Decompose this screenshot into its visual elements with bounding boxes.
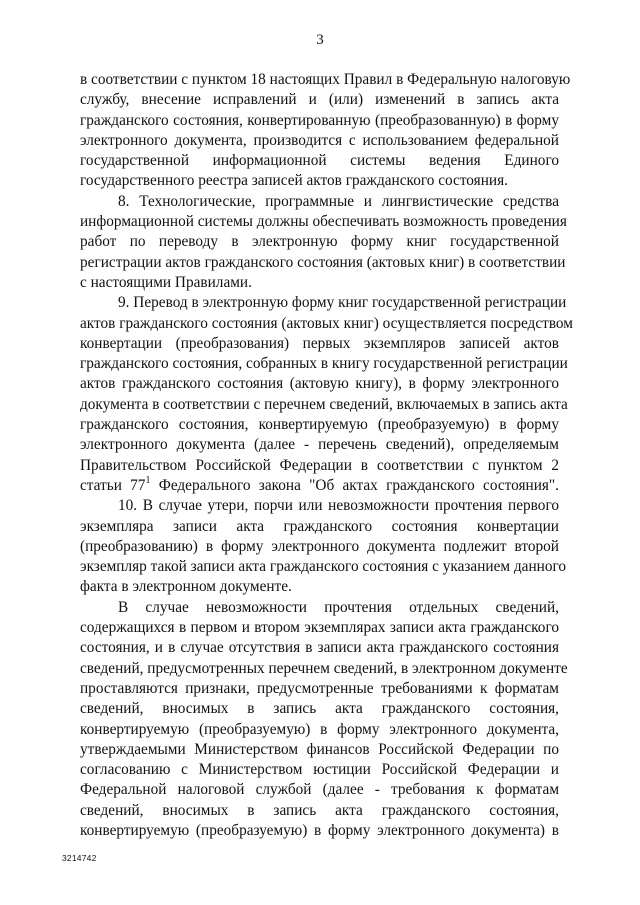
text-line-content: документа в соответствии с перечнем сведений, включаемых в запись акта	[80, 395, 568, 413]
text-line-content: В случае невозможности прочтения отдельных сведений,	[118, 598, 559, 616]
text-line-content: актов гражданского состояния (актовую книгу), в форму электронного	[80, 375, 559, 393]
text-line	[80, 760, 559, 780]
text-line	[80, 780, 559, 800]
text-line-content: конвертируемую (преобразуемую) в форму электронного документа,	[80, 720, 559, 738]
text-line	[80, 253, 566, 273]
text-line	[80, 496, 559, 516]
text-line	[80, 131, 559, 151]
text-line	[80, 334, 559, 354]
text-line-content: электронного документа, производится с использованием федеральной	[80, 131, 559, 149]
text-line	[80, 638, 559, 658]
text-line-content: 8. Технологические, программные и лингвистические средства	[118, 192, 559, 210]
text-line-content: экземпляра записи акта гражданского состояния конвертации	[80, 517, 559, 535]
text-line-content: актов гражданского состояния (актовых книг) осуществляется посредством	[80, 314, 573, 332]
text-line	[80, 314, 573, 334]
text-line	[80, 232, 559, 252]
text-line	[80, 557, 567, 577]
text-line-content: Федерального закона "Об актах гражданского состояния".	[150, 476, 559, 494]
text-line-content: государственной информационной системы ведения Единого	[80, 152, 559, 170]
superscript: 1	[145, 474, 151, 486]
text-line	[80, 273, 559, 293]
text-line-content: факта в электронном документе.	[80, 578, 292, 596]
text-line-content: сведений, вносимых в запись акта гражданского состояния,	[80, 801, 559, 819]
text-line-content: Правительством Российской Федерации в соответствии с пунктом 2	[80, 456, 559, 474]
text-line	[80, 821, 559, 841]
text-line-content: с настоящими Правилами.	[80, 273, 252, 291]
text-line-content: службу, внесение исправлений и (или) изменений в запись акта	[80, 91, 559, 109]
text-line	[80, 679, 559, 699]
text-line-content: согласованию с Министерством юстиции Российской Федерации и	[80, 761, 559, 779]
page-number: 3	[316, 32, 324, 48]
document-body	[80, 70, 573, 841]
text-line	[80, 517, 559, 537]
text-line	[80, 720, 559, 740]
text-line-content: гражданского состояния, собранных в книгу государственной регистрации	[80, 355, 568, 373]
text-line-content: сведений, вносимых в запись акта гражданского состояния,	[80, 700, 559, 718]
text-line	[80, 90, 559, 110]
text-line-content: статьи 77	[80, 476, 146, 494]
text-line	[80, 476, 559, 496]
text-line	[80, 111, 559, 131]
text-line-content: 10. В случае утери, порчи или невозможности прочтения первого	[118, 497, 559, 515]
text-line	[80, 598, 559, 618]
text-line-content: электронного документа (далее - перечень сведений), определяемым	[80, 436, 559, 454]
text-line	[80, 537, 559, 557]
text-line-content: содержащихся в первом и втором экземплярах записи акта гражданского	[80, 619, 559, 637]
text-line-content: информационной системы должны обеспечивать возможность проведения	[80, 213, 567, 231]
text-line	[80, 171, 559, 191]
text-line-content: 9. Перевод в электронную форму книг государственной регистрации	[118, 294, 567, 312]
text-line-content: Федеральной налоговой службой (далее - требования к форматам	[80, 781, 559, 799]
text-line	[80, 699, 559, 719]
text-line-content: (преобразованию) в форму электронного документа подлежит второй	[80, 537, 559, 555]
text-line	[80, 577, 559, 597]
text-line-content: сведений, предусмотренных перечнем сведений, в электронном документе	[80, 659, 568, 677]
text-line-content: проставляются признаки, предусмотренные требованиями к форматам	[80, 679, 559, 697]
text-line	[80, 374, 559, 394]
text-line-content: конвертации (преобразования) первых экземпляров записей актов	[80, 334, 559, 352]
text-line-content: работ по переводу в электронную форму книг государственной	[80, 233, 559, 251]
text-line	[80, 659, 568, 679]
text-line	[80, 395, 568, 415]
text-line-content: в соответствии с пунктом 18 настоящих Правил в Федеральную налоговую	[80, 71, 571, 88]
text-line	[80, 70, 571, 90]
text-line	[80, 293, 567, 313]
text-line-content: гражданского состояния, конвертируемую (преобразуемую) в форму	[80, 416, 559, 434]
text-line-content: регистрации актов гражданского состояния (актовых книг) в соответствии	[80, 253, 566, 271]
text-line	[80, 151, 559, 171]
text-line	[80, 192, 559, 212]
text-line	[80, 801, 559, 821]
text-line-content: утверждаемыми Министерством финансов Российской Федерации по	[80, 740, 559, 758]
text-line-content: экземпляр такой записи акта гражданского состояния с указанием данного	[80, 558, 567, 576]
text-line	[80, 435, 559, 455]
text-line	[80, 415, 559, 435]
document-code: 3214742	[62, 853, 97, 863]
text-line-content: гражданского состояния, конвертированную (преобразованную) в форму	[80, 111, 559, 129]
text-line	[80, 740, 559, 760]
text-line	[80, 618, 559, 638]
text-line-content: состояния, и в случае отсутствия в записи акта гражданского состояния	[80, 639, 559, 657]
text-line	[80, 354, 568, 374]
text-line	[80, 456, 559, 476]
text-line-content: государственного реестра записей актов гражданского состояния.	[80, 172, 508, 190]
text-line	[80, 212, 567, 232]
text-line-content: конвертируемую (преобразуемую) в форму электронного документа) в	[80, 821, 559, 839]
